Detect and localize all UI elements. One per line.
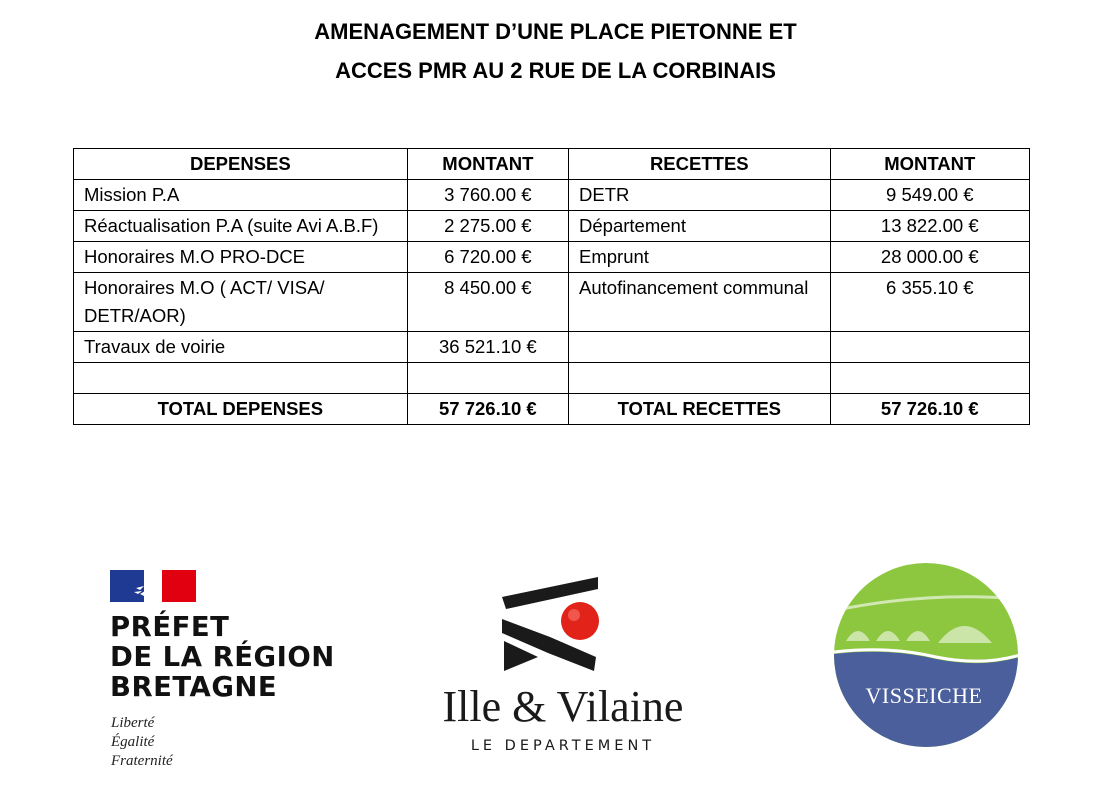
ille-vilaine-name: Ille & Vilaine [442, 682, 684, 731]
visseiche-name: VISSEICHE [865, 683, 983, 708]
table-row [74, 273, 1030, 332]
visseiche-logo [826, 555, 1026, 755]
header-recettes: RECETTES [569, 149, 831, 180]
ille-vilaine-logo [418, 570, 708, 770]
depense-amount: 2 275.00 € [407, 211, 568, 242]
prefet-line-1: PRÉFET [110, 611, 230, 643]
total-recettes-label: TOTAL RECETTES [569, 394, 831, 425]
ille-vilaine-emblem-icon [498, 575, 608, 680]
depense-label [74, 363, 408, 394]
prefet-bretagne-logo [108, 570, 358, 770]
ille-vilaine-subtitle: LE DEPARTEMENT [470, 738, 656, 754]
recette-label: Emprunt [569, 242, 831, 273]
recette-amount [830, 332, 1029, 363]
recette-label: Département [569, 211, 831, 242]
recette-amount [830, 363, 1029, 394]
depense-amount: 6 720.00 € [407, 242, 568, 273]
depense-label: Mission P.A [74, 180, 408, 211]
motto-fraternite: Fraternité [111, 753, 173, 769]
header-montant-depenses: MONTANT [407, 149, 568, 180]
recette-label: DETR [569, 180, 831, 211]
total-depenses-amount: 57 726.10 € [407, 394, 568, 425]
depense-amount: 8 450.00 € [407, 273, 568, 332]
depense-amount [407, 363, 568, 394]
table-row [74, 211, 1030, 242]
visseiche-emblem-icon [826, 555, 1026, 755]
table-row [74, 332, 1030, 363]
document-title-line-1: AMENAGEMENT D’UNE PLACE PIETONNE ET [314, 19, 797, 44]
motto-liberte: Liberté [111, 715, 155, 731]
depense-label: Travaux de voirie [74, 332, 408, 363]
recette-amount: 13 822.00 € [830, 211, 1029, 242]
depense-label: Réactualisation P.A (suite Avi A.B.F) [74, 211, 408, 242]
total-recettes-amount: 57 726.10 € [830, 394, 1029, 425]
depense-amount: 3 760.00 € [407, 180, 568, 211]
recette-label: Autofinancement communal [569, 273, 831, 332]
prefet-line-2: DE LA RÉGION [110, 641, 335, 673]
document-title-line-2: ACCES PMR AU 2 RUE DE LA CORBINAIS [335, 58, 776, 83]
prefet-line-3: BRETAGNE [110, 671, 278, 703]
table-total-row [74, 394, 1030, 425]
prefet-text [110, 612, 335, 702]
recette-amount: 6 355.10 € [830, 273, 1029, 332]
recette-amount: 28 000.00 € [830, 242, 1029, 273]
depense-amount: 36 521.10 € [407, 332, 568, 363]
depense-label: Honoraires M.O ( ACT/ VISA/ DETR/AOR) [74, 273, 408, 332]
table-row [74, 242, 1030, 273]
recette-label [569, 332, 831, 363]
depense-label: Honoraires M.O PRO-DCE [74, 242, 408, 273]
table-header-row [74, 149, 1030, 180]
marianne-flag-icon [110, 570, 196, 602]
motto-egalite: Égalité [111, 734, 155, 750]
republic-motto [111, 714, 173, 771]
total-depenses-label: TOTAL DEPENSES [74, 394, 408, 425]
recette-label [569, 363, 831, 394]
table-row [74, 180, 1030, 211]
table-row-empty [74, 363, 1030, 394]
header-depenses: DEPENSES [74, 149, 408, 180]
recette-amount: 9 549.00 € [830, 180, 1029, 211]
budget-table [73, 148, 1030, 425]
header-montant-recettes: MONTANT [830, 149, 1029, 180]
